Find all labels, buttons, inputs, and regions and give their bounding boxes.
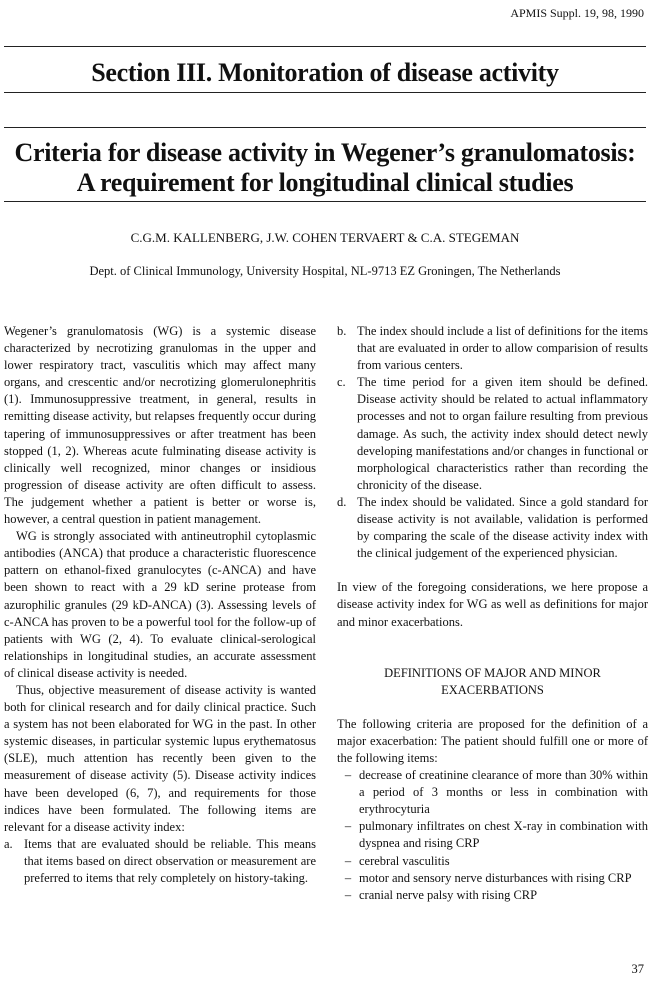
criteria-item — [337, 853, 648, 870]
list-item-c — [337, 374, 648, 494]
subheading-line-2: EXACERBATIONS — [441, 682, 544, 697]
section-title: Section III. Monitoration of disease activity — [91, 58, 559, 87]
authors: C.G.M. KALLENBERG, J.W. COHEN TERVAERT & C.A. STEGEMAN — [130, 230, 520, 245]
paragraph-criteria: The following criteria are proposed for the definition of a major exacerbation: The patient should fulfill one or more of the following items: — [337, 716, 648, 765]
list-item-d — [337, 494, 648, 562]
paragraph-measurement: Thus, objective measurement of disease activity is wanted both for clinical research and for daily clinical practice. Such a system has not been elaborated for WG in the past. In other systemic diseases, in particular systemic lupus erythematosus (SLE), much attention has recently been given to the measurement of disease activity (5). Disease activity indices have been developed (6, 7), and requirements for those indices have been formulated. The following items are relevant for a disease activity index: — [4, 682, 316, 834]
title-bottom-rule — [4, 201, 646, 202]
list-item-text: The index should be validated. Since a gold standard for disease activity is not available, validation is performed by comparing the scale of the disease activity index with the clinical judgement of the experienced physician. — [357, 494, 648, 561]
article-title-line-1: Criteria for disease activity in Wegener’s granulomatosis: — [14, 138, 636, 167]
criteria-item-text: motor and sensory nerve disturbances with rising CRP — [359, 870, 632, 885]
criteria-item — [337, 887, 648, 904]
list-marker: c. — [337, 375, 346, 390]
list-item-text: The index should include a list of definitions for the items that are evaluated in order to allow comparision of results from various centers. — [357, 324, 648, 373]
dash-marker: – — [344, 768, 352, 783]
criteria-item — [337, 818, 648, 852]
right-column — [337, 323, 648, 904]
left-column — [4, 323, 316, 887]
criteria-item — [337, 767, 648, 818]
dash-marker: – — [344, 887, 352, 902]
list-item-text: Items that are evaluated should be reliable. This means that items based on direct observation or measurement are preferred to items that rely completely on history-taking. — [24, 836, 316, 885]
journal-reference: APMIS Suppl. 19, 98, 1990 — [510, 6, 644, 20]
paragraph-anca: WG is strongly associated with antineutrophil cytoplasmic antibodies (ANCA) that produce a characteristic fluorescence pattern on ethanol-fixed granulocytes (c-ANCA) and have been shown to react with a 29 kD serine protease from azurophilic granules (29 kD-ANCA) (3). Assessing levels of c-ANCA has proven to be a powerful tool for the follow-up of patients with WG (2, 4). To evaluate clinical-serological relationships in longitudinal studies, an accurate assessment of clinical disease activity is needed. — [4, 529, 316, 680]
list-marker: b. — [337, 324, 347, 338]
list-marker: d. — [337, 494, 347, 509]
article-title-line-2: A requirement for longitudinal clinical studies — [76, 168, 574, 197]
list-marker: a. — [4, 836, 13, 851]
criteria-item-text: cerebral vasculitis — [359, 853, 450, 868]
paragraph-proposal: In view of the foregoing considerations, we here propose a disease activity index for WG as well as definitions for major and minor exacerbations. — [337, 580, 648, 629]
list-item-a — [4, 836, 316, 887]
criteria-item-text: pulmonary infiltrates on chest X-ray in combination with dyspnea and rising CRP — [359, 819, 648, 851]
page-number: 37 — [631, 962, 644, 976]
dash-marker: – — [344, 870, 352, 885]
criteria-item-text: cranial nerve palsy with rising CRP — [359, 887, 538, 902]
subheading-definitions — [337, 665, 648, 699]
list-item-b — [337, 323, 648, 374]
article-title — [0, 138, 650, 198]
list-item-text: The time period for a given item should be defined. Disease activity should be related to actual inflammatory processes and not to organ failure resulting from previous damage. As such, the activity index should detect newly developing manifestations and/or changes in functional or morphological characteristics rather than recording the chronicity of the disease. — [357, 375, 648, 492]
subheading-line-1: DEFINITIONS OF MAJOR AND MINOR — [384, 665, 601, 680]
section-rule — [4, 92, 646, 93]
dash-marker: – — [344, 819, 352, 834]
title-top-rule — [4, 127, 646, 128]
paragraph-intro: Wegener’s granulomatosis (WG) is a systemic disease characterized by necrotizing granulomas in the upper and lower respiratory tract, vasculitis which may affect many organs, and crescentic and/or necrotizing glomerulonephritis (1). Immunosuppressive treatment, in general, results in remitting disease activity, but relapses frequently occur during tapering of immunosuppressives or after treatment has been stopped (1, 2). Whereas acute fulminating disease activity is clinically well recognized, minor changes or insidious progression of disease activity are often difficult to assess. The judgement whether a patient is better or worse is, however, a central question in patient management. — [4, 324, 316, 527]
top-rule — [4, 46, 646, 47]
criteria-item-text: decrease of creatinine clearance of more than 30% within a period of 3 months or less in combination with erythrocyturia — [359, 768, 648, 817]
criteria-item — [337, 870, 648, 887]
dash-marker: – — [344, 853, 352, 868]
affiliation: Dept. of Clinical Immunology, University Hospital, NL-9713 EZ Groningen, The Netherlands — [89, 264, 561, 278]
